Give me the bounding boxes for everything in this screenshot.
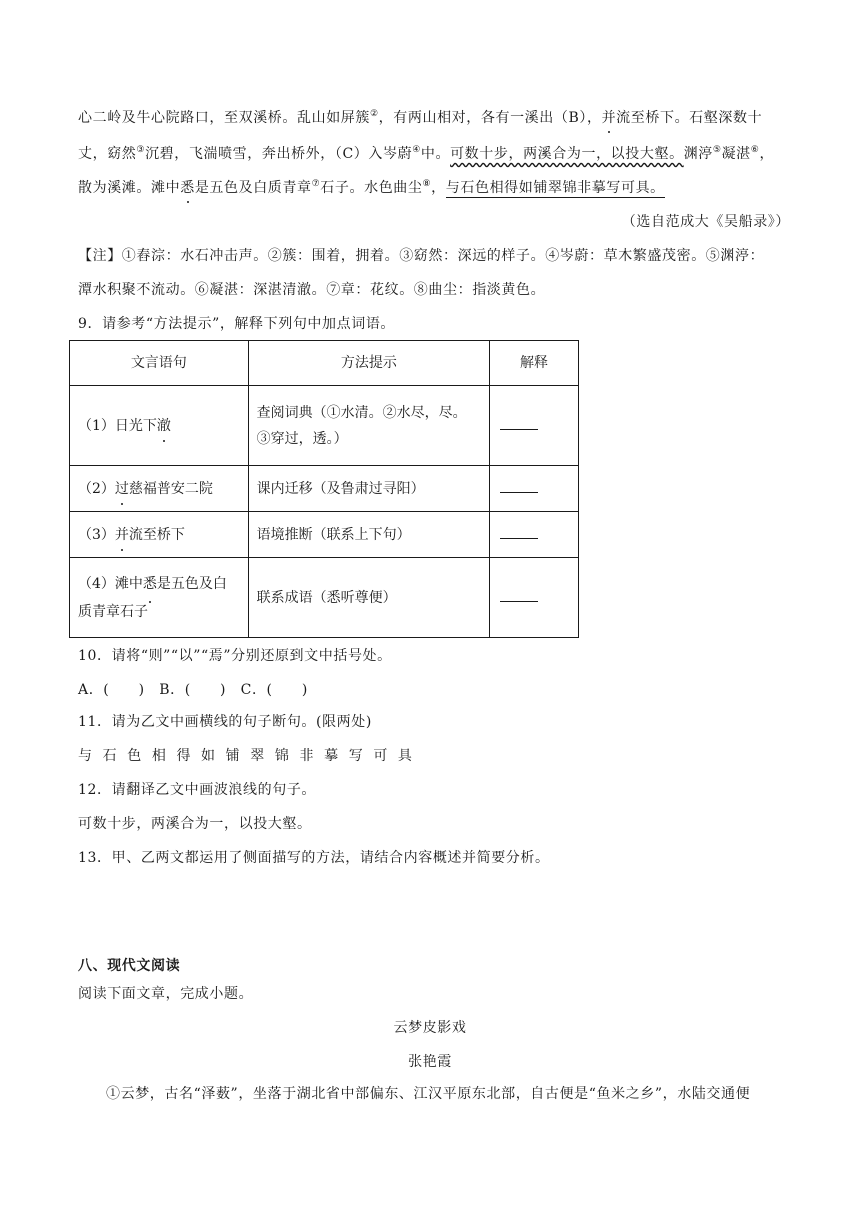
char: 可 xyxy=(373,748,388,764)
char: 与 xyxy=(78,748,93,764)
dotted-char: 并 xyxy=(601,110,617,126)
table-cell: 语境推断（联系上下句） xyxy=(248,512,489,558)
table-header: 方法提示 xyxy=(248,341,489,386)
char: 相 xyxy=(151,748,167,764)
section-instruction: 阅读下面文章，完成小题。 xyxy=(78,986,254,1002)
answer-blank[interactable] xyxy=(490,466,579,512)
char: 石 xyxy=(102,748,118,764)
table-cell xyxy=(70,558,249,638)
notes-line-1: 【注】①舂淙：水石冲击声。②簇：围着，拥着。③窈然：深远的样子。④岑蔚：草木繁盛茂密。⑤渊渟： xyxy=(78,248,765,264)
article-title: 云梦皮影戏 xyxy=(393,1020,467,1036)
footnote-mark: ⑤ xyxy=(712,145,722,155)
footnote-mark: ⑧ xyxy=(422,179,432,189)
text: 凝湛 xyxy=(721,146,751,162)
table-row xyxy=(70,386,579,466)
char: 摹 xyxy=(324,748,339,764)
text: ， xyxy=(759,146,775,162)
passage-line-3 xyxy=(78,178,665,198)
char: 得 xyxy=(176,748,192,764)
dotted-char: 并 xyxy=(115,524,129,546)
footnote-mark: ③ xyxy=(136,145,146,155)
question-11-sentence xyxy=(78,746,423,766)
text: 流至桥下 xyxy=(128,526,185,543)
table-header-row xyxy=(70,341,579,386)
char: 翠 xyxy=(250,748,265,764)
dotted-char: 澈 xyxy=(157,415,171,437)
passage-line-2 xyxy=(78,144,774,164)
text: 中。 xyxy=(420,146,451,162)
passage-line-1 xyxy=(78,108,762,128)
question-9-table xyxy=(69,340,579,638)
table-row xyxy=(70,512,579,558)
table-cell: 联系成语（悉听尊便） xyxy=(248,558,489,638)
footnote-mark: ⑦ xyxy=(311,179,321,189)
table-cell xyxy=(248,386,489,466)
text: 心二岭及牛心院路口，至双溪桥。乱山如屏簇 xyxy=(78,110,370,126)
question-9-prompt: 9．请参考“方法提示”，解释下列句中加点词语。 xyxy=(78,316,396,332)
text: 丈，窈然 xyxy=(78,146,137,162)
text: 石子。水色曲尘 xyxy=(320,180,423,196)
question-11-prompt: 11．请为乙文中画横线的句子断句。(限两处) xyxy=(78,714,372,730)
footnote-mark: ④ xyxy=(412,145,421,155)
wavy-underlined-sentence: 可数十步，两溪合为一，以投大壑。 xyxy=(450,146,684,162)
hint-line: 查阅词典（①水清。②水尽，尽。 xyxy=(256,404,467,421)
text: 是五色及白 xyxy=(156,575,227,592)
text: （3） xyxy=(78,526,115,543)
dotted-char: 悉 xyxy=(180,180,195,196)
text: 流至桥下。石壑深数十 xyxy=(616,110,763,126)
question-10-options[interactable]: A．( ) B．( ) C．( ) xyxy=(78,682,308,698)
char: 写 xyxy=(348,748,364,764)
char: 具 xyxy=(397,748,413,764)
text: （2） xyxy=(78,480,115,497)
char: 非 xyxy=(299,748,315,764)
section-heading: 八、现代文阅读 xyxy=(78,958,181,974)
table-header: 解释 xyxy=(490,341,579,386)
question-10-prompt: 10．请将“则”“以”“焉”分别还原到文中括号处。 xyxy=(78,648,392,664)
article-paragraph-1: ①云梦，古名“泽薮”，坐落于湖北省中部偏东、江汉平原东北部，自古便是“鱼米之乡”，水陆交通便 xyxy=(106,1086,751,1102)
text: 是五色及白质青章 xyxy=(194,180,312,196)
table-cell xyxy=(70,466,249,512)
table-cell: 课内迁移（及鲁肃过寻阳） xyxy=(248,466,489,512)
article-author: 张艳霞 xyxy=(408,1054,452,1070)
table-row xyxy=(70,466,579,512)
char: 色 xyxy=(127,748,142,764)
footnote-mark: ② xyxy=(370,109,379,119)
answer-blank[interactable] xyxy=(490,558,579,638)
text: 渊渟 xyxy=(683,146,713,162)
question-12-prompt: 12．请翻译乙文中画波浪线的句子。 xyxy=(78,782,317,798)
text: 质青章石子 xyxy=(78,603,148,620)
text: （1）日光下 xyxy=(78,417,157,434)
answer-blank[interactable] xyxy=(490,386,579,466)
question-12-sentence: 可数十步，两溪合为一，以投大壑。 xyxy=(78,816,312,832)
table-row xyxy=(70,558,579,638)
hint-line: ③穿过，透。） xyxy=(256,430,348,447)
question-13-prompt: 13．甲、乙两文都运用了侧面描写的方法，请结合内容概述并简要分析。 xyxy=(78,850,550,866)
notes-line-2: 潭水积聚不流动。⑥凝湛：深湛清澈。⑦章：花纹。⑧曲尘：指淡黄色。 xyxy=(78,282,546,298)
dotted-char: 过 xyxy=(115,478,129,500)
answer-blank[interactable] xyxy=(490,512,579,558)
underlined-sentence: 与石色相得如铺翠锦非摹写可具。 xyxy=(445,180,665,196)
char: 如 xyxy=(201,748,216,764)
char: 锦 xyxy=(274,748,290,764)
text: ，有两山相对，各有一溪出（B）， xyxy=(378,110,602,126)
text: 散为溪滩。滩中 xyxy=(78,180,181,196)
text: （4）滩中 xyxy=(78,575,143,592)
text: 沉碧，飞湍喷雪，奔出桥外，（C）入岑蔚 xyxy=(145,146,413,162)
table-cell xyxy=(70,512,249,558)
source-citation: （选自范成大《吴船录》） xyxy=(621,214,790,230)
text: ， xyxy=(431,180,446,196)
text: 慈福普安二院 xyxy=(128,480,213,497)
table-header: 文言语句 xyxy=(70,341,249,386)
dotted-char: 悉 xyxy=(143,570,157,598)
char: 铺 xyxy=(225,748,241,764)
footnote-mark: ⑥ xyxy=(750,145,760,155)
table-cell xyxy=(70,386,249,466)
